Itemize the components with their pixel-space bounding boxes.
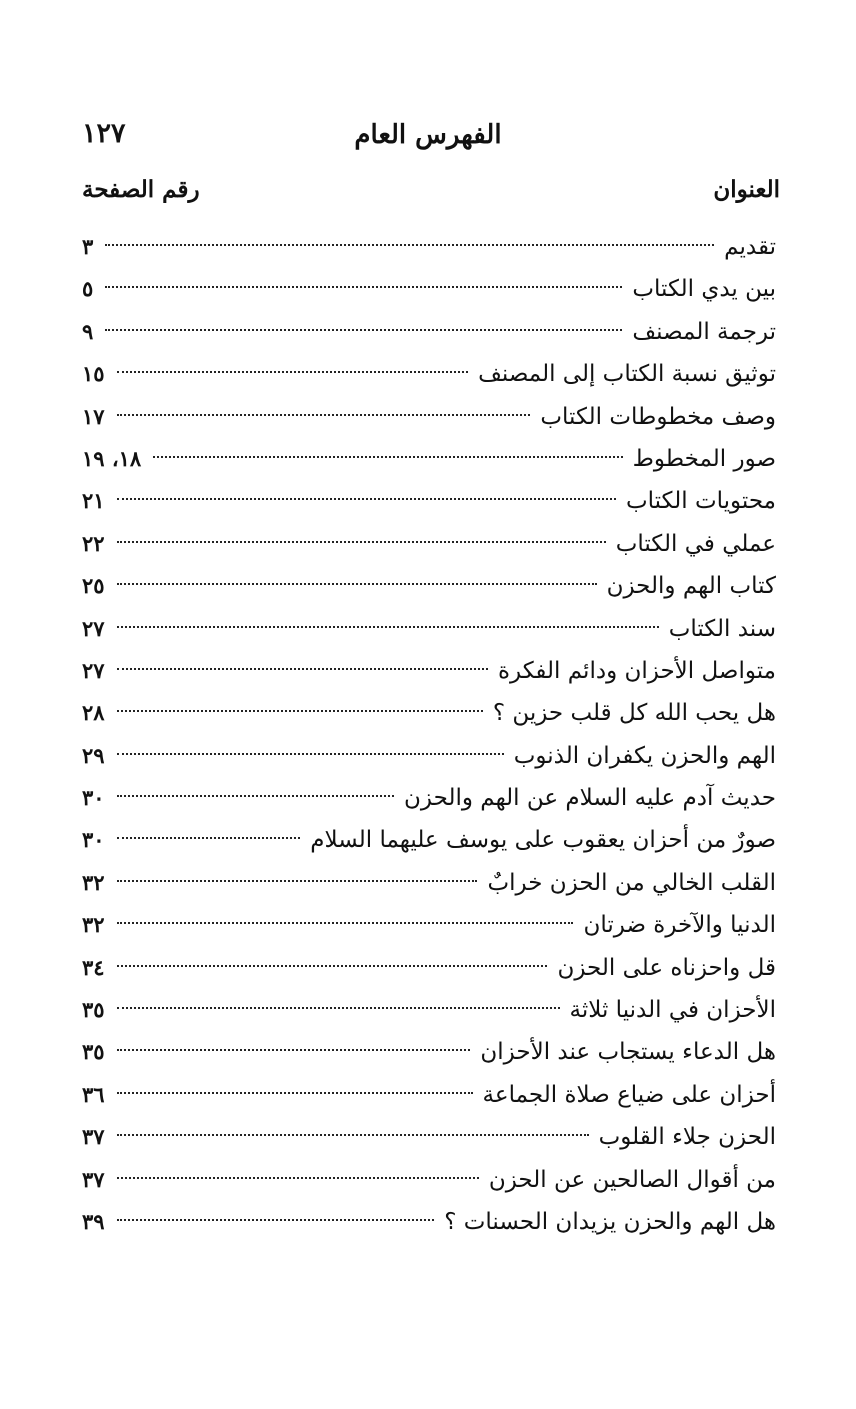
- dot-leader: [153, 456, 622, 458]
- dot-leader: [117, 1092, 473, 1094]
- dot-leader: [117, 880, 478, 882]
- toc-entry-page: ٣٦: [82, 1081, 105, 1107]
- toc-entry-page: ٣٠: [82, 785, 105, 811]
- toc-entry-title: القلب الخالي من الحزن خرابٌ: [487, 869, 776, 896]
- toc-entry-page: ٢٨: [82, 700, 105, 726]
- toc-entry-page: ٣٥: [82, 1039, 105, 1065]
- toc-entry-page: ٢٥: [82, 573, 105, 599]
- toc-entry-page: ٣٥: [82, 997, 105, 1023]
- toc-entry: [82, 565, 776, 607]
- dot-leader: [117, 922, 574, 924]
- toc-entry-title: صورٌ من أحزان يعقوب على يوسف عليهما السلام: [310, 827, 776, 854]
- toc-entry-page: ١٥: [82, 361, 105, 387]
- toc-entry-page: ٣٤: [82, 954, 105, 980]
- toc-entry-title: الحزن جلاء القلوب: [598, 1124, 776, 1151]
- toc-entry-page: ٩: [82, 318, 94, 344]
- toc-entry-title: هل يحب الله كل قلب حزين ؟: [492, 700, 776, 727]
- toc-entry-page: ٣٩: [82, 1208, 105, 1234]
- toc-entry-page: ١٨، ١٩: [82, 445, 142, 471]
- toc-entry-page: ٢٩: [82, 742, 105, 768]
- toc-entry: [82, 777, 776, 819]
- toc-entry-title: سند الكتاب: [668, 615, 776, 642]
- toc-entry: [82, 523, 776, 565]
- toc-entry: [82, 650, 776, 692]
- toc-entry-title: متواصل الأحزان ودائم الفكرة: [497, 657, 776, 684]
- toc-entry: [82, 396, 776, 438]
- toc-entry-page: ٣٢: [82, 912, 105, 938]
- toc-entry-page: ٢٧: [82, 657, 105, 683]
- toc-entry: [82, 947, 776, 989]
- toc-entry-title: قل واحزناه على الحزن: [557, 954, 776, 981]
- dot-leader: [117, 795, 394, 797]
- toc-entry: [82, 1159, 776, 1201]
- toc-entry: [82, 268, 776, 310]
- dot-leader: [117, 1177, 479, 1179]
- toc-entry: [82, 1074, 776, 1116]
- toc-entry-page: ٣: [82, 234, 94, 259]
- toc-entry-title: الأحزان في الدنيا ثلاثة: [569, 997, 776, 1024]
- dot-leader: [117, 837, 301, 839]
- dot-leader: [117, 583, 597, 585]
- toc-entry-page: ٢١: [82, 488, 105, 514]
- dot-leader: [117, 1219, 435, 1221]
- dot-leader: [117, 1007, 560, 1009]
- dot-leader: [105, 329, 622, 331]
- toc-entry: [82, 608, 776, 650]
- toc-entry-page: ٣٠: [82, 827, 105, 853]
- toc-entry-page: ٢٧: [82, 615, 105, 641]
- toc-entry-title: ترجمة المصنف: [632, 318, 776, 345]
- dot-leader: [117, 753, 504, 755]
- toc-entry-title: الدنيا والآخرة ضرتان: [583, 912, 776, 939]
- toc-entry-title: كتاب الهم والحزن: [606, 573, 776, 600]
- dot-leader: [117, 371, 469, 373]
- dot-leader: [117, 1049, 471, 1051]
- toc-entry: [82, 904, 776, 946]
- toc-entry-title: هل الهم والحزن يزيدان الحسنات ؟: [444, 1208, 776, 1235]
- toc-entry-title: من أقوال الصالحين عن الحزن: [488, 1166, 776, 1193]
- toc-entry-title: الهم والحزن يكفران الذنوب: [513, 742, 776, 769]
- toc-entry-title: بين يدي الكتاب: [632, 276, 776, 303]
- toc-entry-title: حديث آدم عليه السلام عن الهم والحزن: [404, 785, 776, 812]
- page-title: الفهرس العام: [354, 120, 502, 150]
- toc-entry-title: محتويات الكتاب: [625, 488, 776, 515]
- toc-entry: [82, 1201, 776, 1243]
- toc-entry: [82, 226, 776, 268]
- dot-leader: [117, 668, 488, 670]
- dot-leader: [117, 541, 606, 543]
- dot-leader: [117, 1134, 589, 1136]
- toc-entry: [82, 311, 776, 353]
- toc-entry: [82, 692, 776, 734]
- table-of-contents: [82, 226, 776, 1243]
- toc-entry: [82, 1116, 776, 1158]
- toc-entry-page: ٣٢: [82, 869, 105, 895]
- dot-leader: [117, 965, 548, 967]
- toc-entry: [82, 353, 776, 395]
- toc-entry-page: ١٧: [82, 403, 105, 429]
- dot-leader: [117, 710, 483, 712]
- toc-entry-title: وصف مخطوطات الكتاب: [540, 403, 776, 430]
- toc-entry-title: تقديم: [724, 234, 776, 260]
- toc-entry: [82, 819, 776, 861]
- dot-leader: [105, 244, 714, 246]
- column-header-title: العنوان: [713, 176, 780, 203]
- toc-entry: [82, 735, 776, 777]
- toc-entry-title: عملي في الكتاب: [615, 530, 776, 557]
- dot-leader: [105, 286, 622, 288]
- toc-entry-title: هل الدعاء يستجاب عند الأحزان: [480, 1039, 776, 1066]
- toc-entry-title: صور المخطوط: [632, 445, 776, 472]
- dot-leader: [117, 498, 616, 500]
- toc-entry: [82, 862, 776, 904]
- toc-entry-page: ٣٧: [82, 1166, 105, 1192]
- toc-entry-page: ٥: [82, 276, 94, 302]
- toc-entry: [82, 438, 776, 480]
- toc-entry-page: ٣٧: [82, 1124, 105, 1150]
- toc-entry: [82, 480, 776, 522]
- toc-entry-page: ٢٢: [82, 530, 105, 556]
- toc-entry: [82, 1031, 776, 1073]
- toc-entry-title: أحزان على ضياع صلاة الجماعة: [482, 1081, 776, 1108]
- toc-entry-title: توثيق نسبة الكتاب إلى المصنف: [478, 361, 776, 388]
- dot-leader: [117, 626, 659, 628]
- toc-entry: [82, 989, 776, 1031]
- column-header-page: رقم الصفحة: [82, 176, 200, 203]
- page-number: ١٢٧: [82, 118, 126, 149]
- dot-leader: [117, 414, 531, 416]
